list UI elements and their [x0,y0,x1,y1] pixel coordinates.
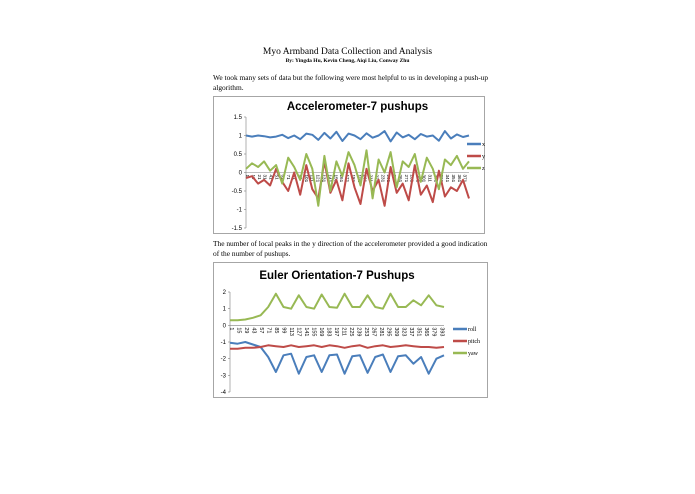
x-tick-label: 309 [393,327,400,337]
x-tick-label: 291 [415,174,421,183]
y-tick-label: -3 [220,373,226,380]
intro-paragraph: We took many sets of data but the following were most helpful to us in developing a push-up algorithm. [213,73,489,92]
x-tick-label: 351 [415,327,422,337]
legend-label-yaw: yaw [468,351,478,357]
y-tick-label: -0.5 [231,189,242,195]
x-tick-label: 281 [409,174,415,183]
x-tick-label: 29 [243,327,250,334]
x-tick-label: 225 [348,327,355,337]
x-tick-label: 365 [423,327,430,337]
x-tick-label: 261 [397,174,403,183]
x-tick-label: 331 [439,174,445,183]
euler-chart-svg [214,263,487,397]
x-tick-label: 379 [430,327,437,337]
x-tick-label: 253 [363,327,370,337]
caption-paragraph: The number of local peaks in the y direction of the accelerometer provided a good indication of the number of pushups. [213,239,488,258]
x-tick-label: 57 [258,327,265,334]
y-tick-label: 1 [238,133,242,140]
chart-title: Euler Orientation-7 Pushups [259,270,415,282]
x-tick-label: 1 [228,327,234,331]
series-line-x [246,131,469,141]
series-line-yaw [230,294,444,321]
x-tick-label: 211 [340,327,347,336]
x-tick-label: 201 [362,174,368,183]
x-tick-label: 281 [378,327,385,337]
x-tick-label: 341 [445,174,451,183]
legend-label-x: x [482,142,485,148]
y-tick-label: 0.5 [233,152,242,158]
x-tick-label: 15 [235,327,242,334]
x-tick-label: 221 [374,174,380,183]
x-tick-label: 183 [325,327,332,337]
x-tick-label: 151 [333,174,339,183]
x-tick-label: 101 [303,174,309,183]
x-tick-label: 169 [318,327,325,337]
x-tick-label: 351 [450,174,456,183]
x-tick-label: 113 [288,327,295,336]
x-tick-label: 31 [262,174,268,180]
legend-label-pitch: pitch [468,339,480,345]
x-tick-label: 271 [403,174,409,183]
x-tick-label: 311 [427,174,433,182]
x-tick-label: 41 [268,174,274,180]
x-tick-label: 121 [315,174,321,183]
legend-label-roll: roll [468,327,477,333]
x-tick-label: 43 [250,327,257,334]
x-tick-label: 141 [303,327,310,337]
legend-label-z: z [482,166,485,172]
x-tick-label: 295 [385,327,392,337]
x-tick-label: 141 [327,174,333,183]
x-tick-label: 337 [408,327,415,337]
x-tick-label: 239 [355,327,362,337]
y-tick-label: 2 [222,290,226,296]
x-tick-label: 51 [274,174,280,180]
y-tick-label: -4 [220,390,226,396]
x-tick-label: 61 [280,174,286,180]
x-tick-label: 301 [421,174,427,183]
y-tick-label: 1 [222,306,226,313]
x-tick-label: 241 [386,174,392,183]
y-tick-label: -1 [236,207,242,214]
document-authors: By: Yingda Hu, Kevin Cheng, Aiqi Liu, Conway Zhu [285,58,410,64]
x-tick-label: 171 [345,174,351,183]
x-tick-label: 127 [295,327,302,337]
x-tick-label: 71 [265,327,272,334]
series-line-y [246,161,469,205]
x-tick-label: 371 [462,174,468,183]
chart-title: Accelerometer-7 pushups [286,101,429,113]
x-tick-label: 81 [292,174,298,180]
x-tick-label: 321 [433,174,439,183]
y-tick-label: -1.5 [231,226,242,232]
x-tick-label: 191 [356,174,362,183]
legend-label-y: y [482,154,485,160]
x-tick-label: 21 [256,174,262,180]
y-tick-label: -2 [220,356,226,363]
y-tick-label: 0 [238,170,242,177]
x-tick-label: 197 [333,327,340,337]
x-tick-label: 211 [368,174,374,182]
x-tick-label: 393 [438,327,445,337]
x-tick-label: 181 [350,174,356,183]
y-tick-label: -1 [220,340,226,346]
accelerometer-chart [213,96,485,234]
x-tick-label: 267 [370,327,377,337]
x-tick-label: 71 [286,174,292,180]
x-tick-label: 99 [280,327,287,334]
x-tick-label: 111 [309,174,315,182]
x-tick-label: 161 [339,174,345,183]
x-tick-label: 131 [321,174,327,183]
x-tick-label: 1 [245,174,250,178]
x-tick-label: 11 [250,174,256,180]
document-title: Myo Armband Data Collection and Analysis [262,47,433,57]
x-tick-label: 91 [297,174,303,180]
y-tick-label: 0 [222,323,226,330]
x-tick-label: 231 [380,174,386,183]
x-tick-label: 361 [456,174,462,183]
x-tick-label: 323 [400,327,407,337]
x-tick-label: 251 [392,174,398,183]
x-tick-label: 85 [273,327,280,334]
accelerometer-chart-svg [214,97,484,233]
euler-chart [213,262,488,398]
y-tick-label: 1.5 [233,115,242,121]
x-tick-label: 155 [310,327,317,337]
